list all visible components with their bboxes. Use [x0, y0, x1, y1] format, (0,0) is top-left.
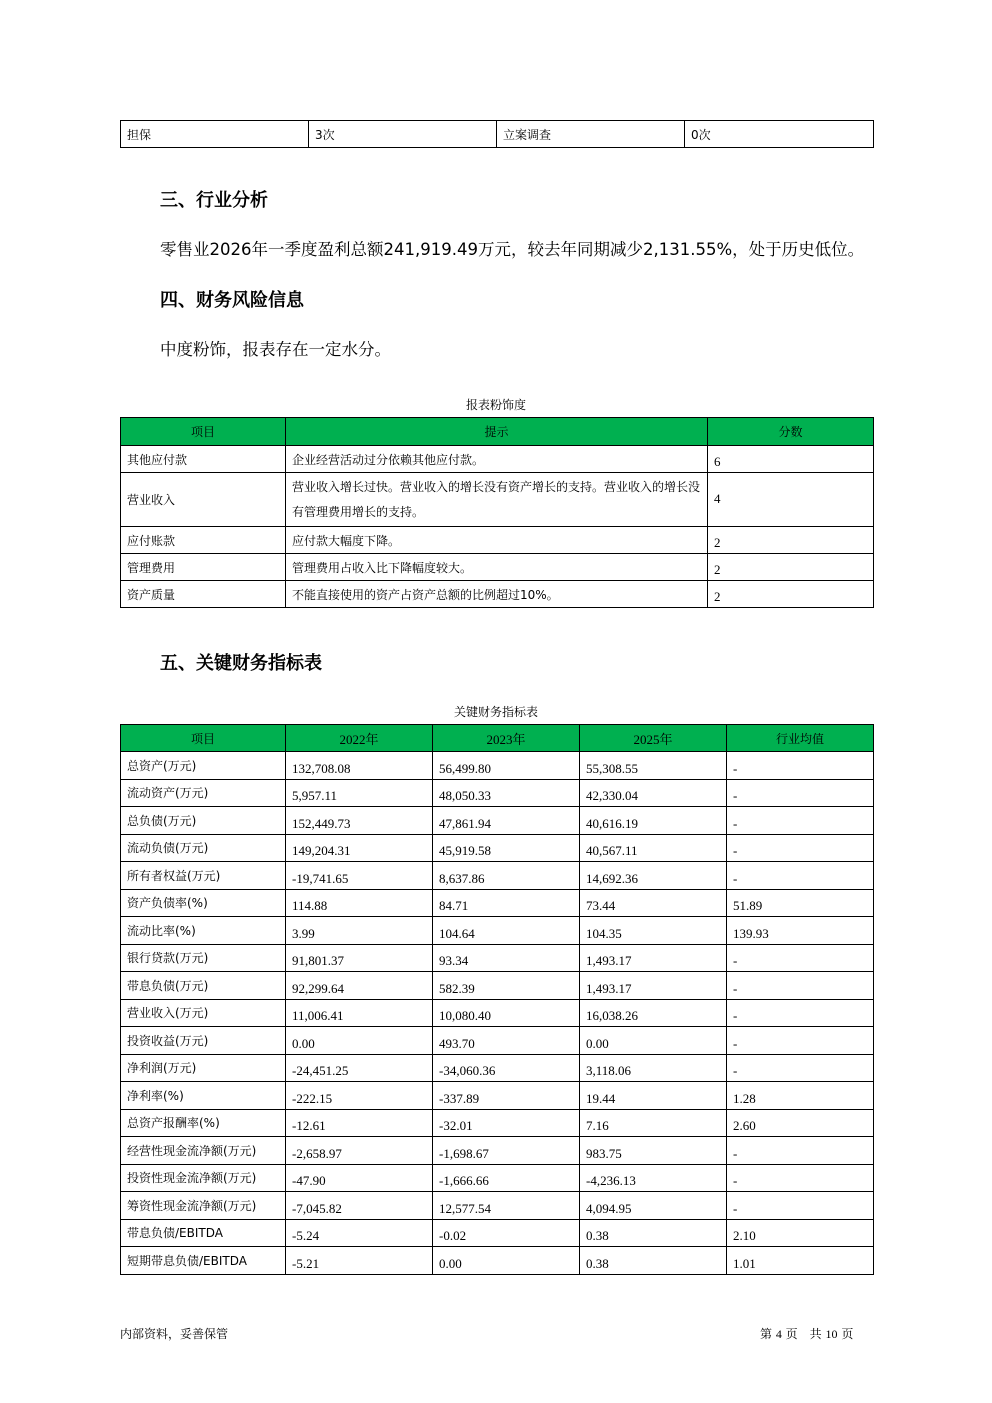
kpi-value: 16,038.26 [580, 999, 727, 1027]
kpi-value: 0.00 [580, 1027, 727, 1055]
kpi-item: 所有者权益(万元) [121, 862, 286, 890]
risk-header-item: 项目 [121, 418, 286, 446]
kpi-value: 104.35 [580, 917, 727, 945]
table-row [121, 527, 874, 554]
table-row [121, 446, 874, 473]
kpi-value: 56,499.80 [433, 752, 580, 780]
kpi-value: 84.71 [433, 889, 580, 917]
table-row [121, 917, 874, 945]
kpi-value: - [727, 807, 874, 835]
risk-hint: 应付款大幅度下降。 [286, 527, 708, 554]
kpi-item: 短期带息负债/EBITDA [121, 1247, 286, 1275]
kpi-value: 92,299.64 [286, 972, 433, 1000]
kpi-item: 投资收益(万元) [121, 1027, 286, 1055]
kpi-value: 139.93 [727, 917, 874, 945]
kpi-value: -12.61 [286, 1109, 433, 1137]
kpi-value: -0.02 [433, 1219, 580, 1247]
section-3-text: 零售业2026年一季度盈利总额241,919.49万元，较去年同期减少2,131.55%，处于历史低位。 [160, 240, 865, 259]
top-table-cell: 立案调查 [497, 121, 685, 148]
kpi-value: 1.01 [727, 1247, 874, 1275]
kpi-value: 0.38 [580, 1219, 727, 1247]
kpi-value: - [727, 944, 874, 972]
table-row [121, 862, 874, 890]
kpi-item: 带息负债(万元) [121, 972, 286, 1000]
kpi-value: 91,801.37 [286, 944, 433, 972]
top-table-cell: 3次 [309, 121, 497, 148]
kpi-value: -7,045.82 [286, 1192, 433, 1220]
table-row [121, 834, 874, 862]
kpi-header-item: 项目 [121, 725, 286, 752]
table-row [121, 1192, 874, 1220]
kpi-value: -1,698.67 [433, 1137, 580, 1165]
kpi-value: 11,006.41 [286, 999, 433, 1027]
kpi-item: 经营性现金流净额(万元) [121, 1137, 286, 1165]
table-row [121, 554, 874, 581]
kpi-value: 0.00 [433, 1247, 580, 1275]
table-row [121, 1247, 874, 1275]
kpi-value: -2,658.97 [286, 1137, 433, 1165]
table-row [121, 1109, 874, 1137]
kpi-value: 3.99 [286, 917, 433, 945]
kpi-value: 3,118.06 [580, 1054, 727, 1082]
kpi-value: - [727, 779, 874, 807]
table-row [121, 752, 874, 780]
kpi-value: -19,741.65 [286, 862, 433, 890]
kpi-value: -222.15 [286, 1082, 433, 1110]
table-row [121, 999, 874, 1027]
risk-header-score: 分数 [708, 418, 874, 446]
kpi-value: - [727, 834, 874, 862]
kpi-header-2025: 2025年 [580, 725, 727, 752]
kpi-value: - [727, 1137, 874, 1165]
kpi-item: 总资产(万元) [121, 752, 286, 780]
kpi-value: 2.60 [727, 1109, 874, 1137]
kpi-value: 19.44 [580, 1082, 727, 1110]
kpi-value: 2.10 [727, 1219, 874, 1247]
kpi-value: 51.89 [727, 889, 874, 917]
risk-hint: 不能直接使用的资产占资产总额的比例超过10%。 [286, 581, 708, 608]
risk-score: 2 [708, 527, 874, 554]
kpi-value: -5.24 [286, 1219, 433, 1247]
risk-score: 4 [708, 473, 874, 527]
top-table-cell: 担保 [121, 121, 309, 148]
kpi-value: 1.28 [727, 1082, 874, 1110]
kpi-item: 资产负债率(%) [121, 889, 286, 917]
table-row [121, 473, 874, 527]
kpi-item: 营业收入(万元) [121, 999, 286, 1027]
kpi-value: -4,236.13 [580, 1164, 727, 1192]
kpi-item: 净利率(%) [121, 1082, 286, 1110]
kpi-header-2022: 2022年 [286, 725, 433, 752]
kpi-item: 带息负债/EBITDA [121, 1219, 286, 1247]
top-table [120, 120, 874, 148]
kpi-value: 1,493.17 [580, 972, 727, 1000]
kpi-value: -1,666.66 [433, 1164, 580, 1192]
risk-table-caption: 报表粉饰度 [465, 398, 526, 412]
risk-score: 6 [708, 446, 874, 473]
kpi-value: 1,493.17 [580, 944, 727, 972]
table-row [121, 1027, 874, 1055]
kpi-header-2023: 2023年 [433, 725, 580, 752]
kpi-value: 983.75 [580, 1137, 727, 1165]
table-row [121, 1219, 874, 1247]
kpi-item: 流动负债(万元) [121, 834, 286, 862]
footer-page-prefix: 第 [760, 1327, 773, 1341]
kpi-value: 104.64 [433, 917, 580, 945]
table-row [121, 807, 874, 835]
kpi-value: - [727, 1192, 874, 1220]
kpi-value: 10,080.40 [433, 999, 580, 1027]
footer-page-number [760, 1325, 853, 1342]
risk-hint: 营业收入增长过快。营业收入的增长没有资产增长的支持。营业收入的增长没有管理费用增长的支持。 [286, 473, 708, 527]
kpi-item: 投资性现金流净额(万元) [121, 1164, 286, 1192]
kpi-item: 净利润(万元) [121, 1054, 286, 1082]
kpi-value: 14,692.36 [580, 862, 727, 890]
table-row [121, 889, 874, 917]
kpi-item: 银行贷款(万元) [121, 944, 286, 972]
risk-item: 管理费用 [121, 554, 286, 581]
kpi-value: 5,957.11 [286, 779, 433, 807]
kpi-value: 0.00 [286, 1027, 433, 1055]
kpi-value: - [727, 752, 874, 780]
kpi-value: 48,050.33 [433, 779, 580, 807]
kpi-value: - [727, 1054, 874, 1082]
section-4-heading: 四、财务风险信息 [160, 290, 304, 311]
table-row [121, 1054, 874, 1082]
risk-header-hint: 提示 [286, 418, 708, 446]
kpi-header-industry-avg: 行业均值 [727, 725, 874, 752]
kpi-item: 筹资性现金流净额(万元) [121, 1192, 286, 1220]
kpi-value: 582.39 [433, 972, 580, 1000]
risk-hint: 企业经营活动过分依赖其他应付款。 [286, 446, 708, 473]
kpi-value: 93.34 [433, 944, 580, 972]
kpi-value: 493.70 [433, 1027, 580, 1055]
kpi-item: 流动比率(%) [121, 917, 286, 945]
kpi-value: - [727, 1164, 874, 1192]
kpi-value: 12,577.54 [433, 1192, 580, 1220]
table-row [121, 972, 874, 1000]
kpi-value: 40,567.11 [580, 834, 727, 862]
section-3-heading: 三、行业分析 [160, 190, 268, 211]
kpi-value: -337.89 [433, 1082, 580, 1110]
kpi-table [120, 724, 874, 1275]
kpi-item: 流动资产(万元) [121, 779, 286, 807]
risk-item: 营业收入 [121, 473, 286, 527]
kpi-value: 47,861.94 [433, 807, 580, 835]
risk-table [120, 417, 874, 608]
kpi-value: -5.21 [286, 1247, 433, 1275]
kpi-table-caption: 关键财务指标表 [453, 705, 538, 719]
table-row [121, 1164, 874, 1192]
kpi-value: 55,308.55 [580, 752, 727, 780]
table-row [121, 1082, 874, 1110]
kpi-value: 0.38 [580, 1247, 727, 1275]
kpi-value: 8,637.86 [433, 862, 580, 890]
kpi-value: -34,060.36 [433, 1054, 580, 1082]
kpi-value: 42,330.04 [580, 779, 727, 807]
kpi-value: 149,204.31 [286, 834, 433, 862]
kpi-value: - [727, 972, 874, 1000]
kpi-value: 40,616.19 [580, 807, 727, 835]
risk-score: 2 [708, 554, 874, 581]
table-row [121, 1137, 874, 1165]
kpi-value: - [727, 999, 874, 1027]
footer-page-suffix: 页 [841, 1327, 854, 1341]
kpi-value: 114.88 [286, 889, 433, 917]
kpi-value: -24,451.25 [286, 1054, 433, 1082]
risk-hint: 管理费用占收入比下降幅度较大。 [286, 554, 708, 581]
risk-item: 应付账款 [121, 527, 286, 554]
kpi-value: 152,449.73 [286, 807, 433, 835]
footer-page-mid: 页 共 [785, 1327, 822, 1341]
kpi-item: 总资产报酬率(%) [121, 1109, 286, 1137]
risk-item: 其他应付款 [121, 446, 286, 473]
risk-item: 资产质量 [121, 581, 286, 608]
footer-page-total: 10 [825, 1327, 838, 1341]
kpi-value: -32.01 [433, 1109, 580, 1137]
kpi-value: 132,708.08 [286, 752, 433, 780]
kpi-value: - [727, 1027, 874, 1055]
table-row [121, 944, 874, 972]
kpi-value: -47.90 [286, 1164, 433, 1192]
section-5-heading: 五、关键财务指标表 [160, 653, 322, 674]
kpi-value: 45,919.58 [433, 834, 580, 862]
kpi-item: 总负债(万元) [121, 807, 286, 835]
kpi-value: 73.44 [580, 889, 727, 917]
kpi-value: 7.16 [580, 1109, 727, 1137]
kpi-value: 4,094.95 [580, 1192, 727, 1220]
footer-confidential: 内部资料，妥善保管 [120, 1327, 229, 1341]
section-4-text: 中度粉饰，报表存在一定水分。 [160, 340, 391, 359]
risk-score: 2 [708, 581, 874, 608]
footer-page-current: 4 [775, 1327, 782, 1341]
top-table-cell: 0次 [685, 121, 874, 148]
table-row [121, 779, 874, 807]
table-row [121, 581, 874, 608]
kpi-value: - [727, 862, 874, 890]
